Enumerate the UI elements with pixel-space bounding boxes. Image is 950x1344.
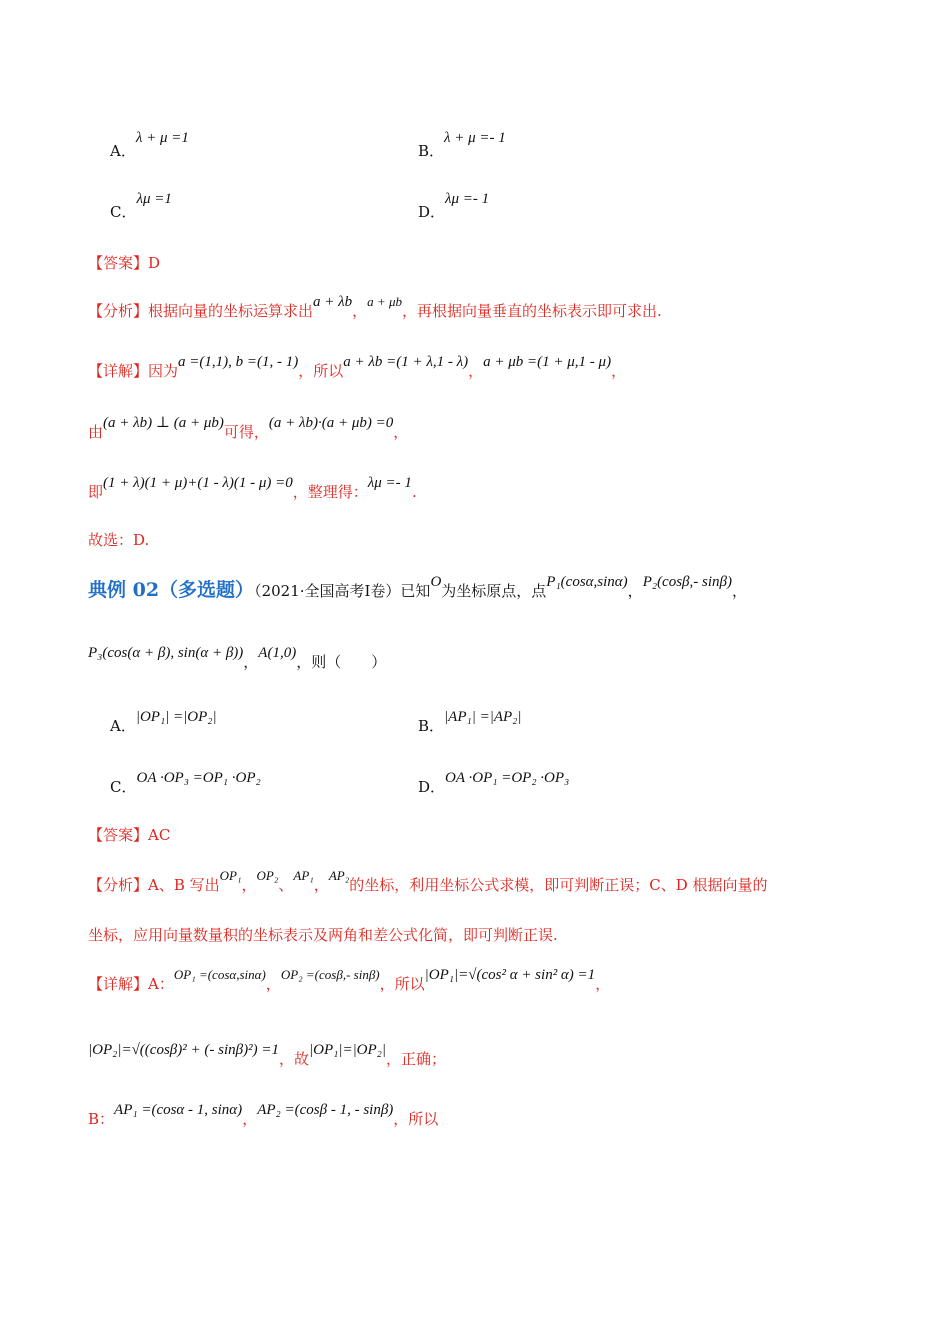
math-expr: AP₁ =(cosα - 1, sinα) [114, 1102, 243, 1118]
detail-text: B： [88, 1110, 115, 1128]
math-expr: AP₂ [328, 868, 350, 883]
separator: ， [352, 302, 368, 320]
example-text: ，则（ ） [296, 653, 387, 671]
analysis-line [88, 294, 662, 321]
option-expr: λ + μ =1 [135, 130, 189, 146]
math-expr: P₃(cos(α + β), sin(α + β)) [88, 645, 244, 661]
analysis-line-2: 坐标，应用向量数量积的坐标表示及两角和差公式化简，即可判断正误. [88, 926, 558, 944]
example-title: 典例 02（多选题） [88, 579, 255, 601]
detail-label: 【详解】 [88, 362, 149, 380]
option-expr: λ + μ =- 1 [444, 130, 506, 146]
option-expr: |AP₁| =|AP₂| [444, 709, 522, 725]
separator: ， [241, 876, 257, 894]
analysis-label: 【分析】 [88, 876, 149, 894]
analysis-text: A、B 写出 [148, 876, 220, 894]
detail-text: ，所以 [379, 975, 425, 993]
detail-text: 由 [88, 423, 104, 441]
detail-text: A： [148, 975, 174, 993]
detail-line-3 [88, 1102, 439, 1129]
option-expr: λμ =1 [136, 191, 172, 207]
option-b [418, 709, 522, 736]
math-expr: AP₁ [293, 868, 314, 883]
option-letter: A． [110, 142, 136, 160]
math-expr: a + μb =(1 + μ,1 - μ) [483, 354, 612, 370]
detail-line-2 [88, 1042, 447, 1069]
option-b [418, 130, 506, 161]
detail-text: ，所以 [393, 1110, 439, 1128]
detail-text: ， [611, 362, 627, 380]
example-text: 为坐标原点，点 [441, 582, 547, 600]
option-a [110, 130, 189, 161]
math-expr: AP₂ =(cosβ - 1, - sinβ) [257, 1102, 394, 1118]
option-c [110, 191, 172, 222]
example-source: （2021·全国高考Ⅰ卷）已知 [254, 582, 431, 600]
math-expr: OP₁ [219, 868, 242, 883]
option-a [110, 709, 217, 736]
detail-line [88, 967, 611, 994]
detail-label: 【详解】 [88, 975, 149, 993]
detail-text: ，所以 [298, 362, 344, 380]
separator: ， [732, 582, 748, 600]
math-expr: O [430, 574, 442, 590]
example-header [88, 575, 747, 602]
option-expr: |OP₁| =|OP₂| [135, 709, 217, 725]
detail-text: 即 [88, 483, 104, 501]
conclusion: 故选：D. [88, 531, 150, 549]
analysis-text: 根据向量的坐标运算求出 [148, 302, 314, 320]
option-d [418, 191, 490, 222]
answer-line: 【答案】D [88, 254, 161, 272]
analysis-label: 【分析】 [88, 302, 149, 320]
math-expr: A(1,0) [258, 645, 297, 661]
math-expr: OP₁ =(cosα,sinα) [173, 967, 266, 982]
detail-line-3 [88, 475, 417, 502]
detail-text: ， [393, 423, 409, 441]
option-expr: OA ·OP₃ =OP₁ ·OP₂ [136, 770, 261, 786]
option-letter: C． [110, 203, 137, 221]
option-c [110, 770, 261, 797]
option-expr: λμ =- 1 [445, 191, 490, 207]
math-expr: |OP₁|=√(cos² α + sin² α) =1 [424, 967, 596, 983]
detail-text: 因为 [148, 362, 179, 380]
detail-line [88, 354, 627, 381]
detail-text: . [411, 483, 417, 501]
separator: ， [243, 653, 259, 671]
math-expr: OP₂ [256, 868, 279, 883]
separator: ， [265, 975, 281, 993]
math-expr: a =(1,1), b =(1, - 1) [178, 354, 299, 370]
option-letter: B． [418, 717, 445, 735]
detail-text: ，整理得： [292, 483, 368, 501]
math-expr: (a + λb)·(a + μb) =0 [268, 415, 394, 431]
option-letter: B． [418, 142, 445, 160]
detail-text: ，正确； [386, 1050, 447, 1068]
separator: 、 [278, 876, 294, 894]
option-letter: A． [110, 717, 136, 735]
separator: ， [242, 1110, 258, 1128]
math-expr: a + μb [367, 294, 402, 309]
math-expr: OP₂ =(cosβ,- sinβ) [280, 967, 380, 982]
math-expr: |OP₂|=√((cosβ)² + (- sinβ)²) =1 [88, 1042, 279, 1058]
separator: ， [313, 876, 329, 894]
detail-text: ， [468, 362, 484, 380]
option-letter: C． [110, 778, 137, 796]
math-expr: λμ =- 1 [367, 475, 412, 491]
option-d [418, 770, 570, 797]
math-expr: |OP₁|=|OP₂| [308, 1042, 387, 1058]
option-expr: OA ·OP₁ =OP₂ ·OP₃ [445, 770, 570, 786]
example-line-2 [88, 645, 387, 672]
analysis-text: ，再根据向量垂直的坐标表示即可求出. [401, 302, 662, 320]
detail-text: 可得， [223, 423, 269, 441]
math-expr: a + λb =(1 + λ,1 - λ) [343, 354, 469, 370]
detail-text: ， [595, 975, 611, 993]
analysis-text: 的坐标，利用坐标公式求模，即可判断正误；C、D 根据向量的 [349, 876, 768, 894]
option-letter: D． [418, 203, 446, 221]
math-expr: (1 + λ)(1 + μ)+(1 - λ)(1 - μ) =0 [103, 475, 293, 491]
answer-line: 【答案】AC [88, 826, 171, 844]
math-expr: P₂(cosβ,- sinβ) [642, 574, 732, 590]
separator: ， [627, 582, 643, 600]
detail-text: ，故 [278, 1050, 309, 1068]
option-letter: D． [418, 778, 446, 796]
math-expr: (a + λb) ⊥ (a + μb) [103, 415, 224, 431]
math-expr: P₁(cosα,sinα) [546, 574, 628, 590]
analysis-line [88, 868, 768, 895]
math-expr: a + λb [313, 294, 353, 310]
detail-line-2 [88, 415, 409, 442]
